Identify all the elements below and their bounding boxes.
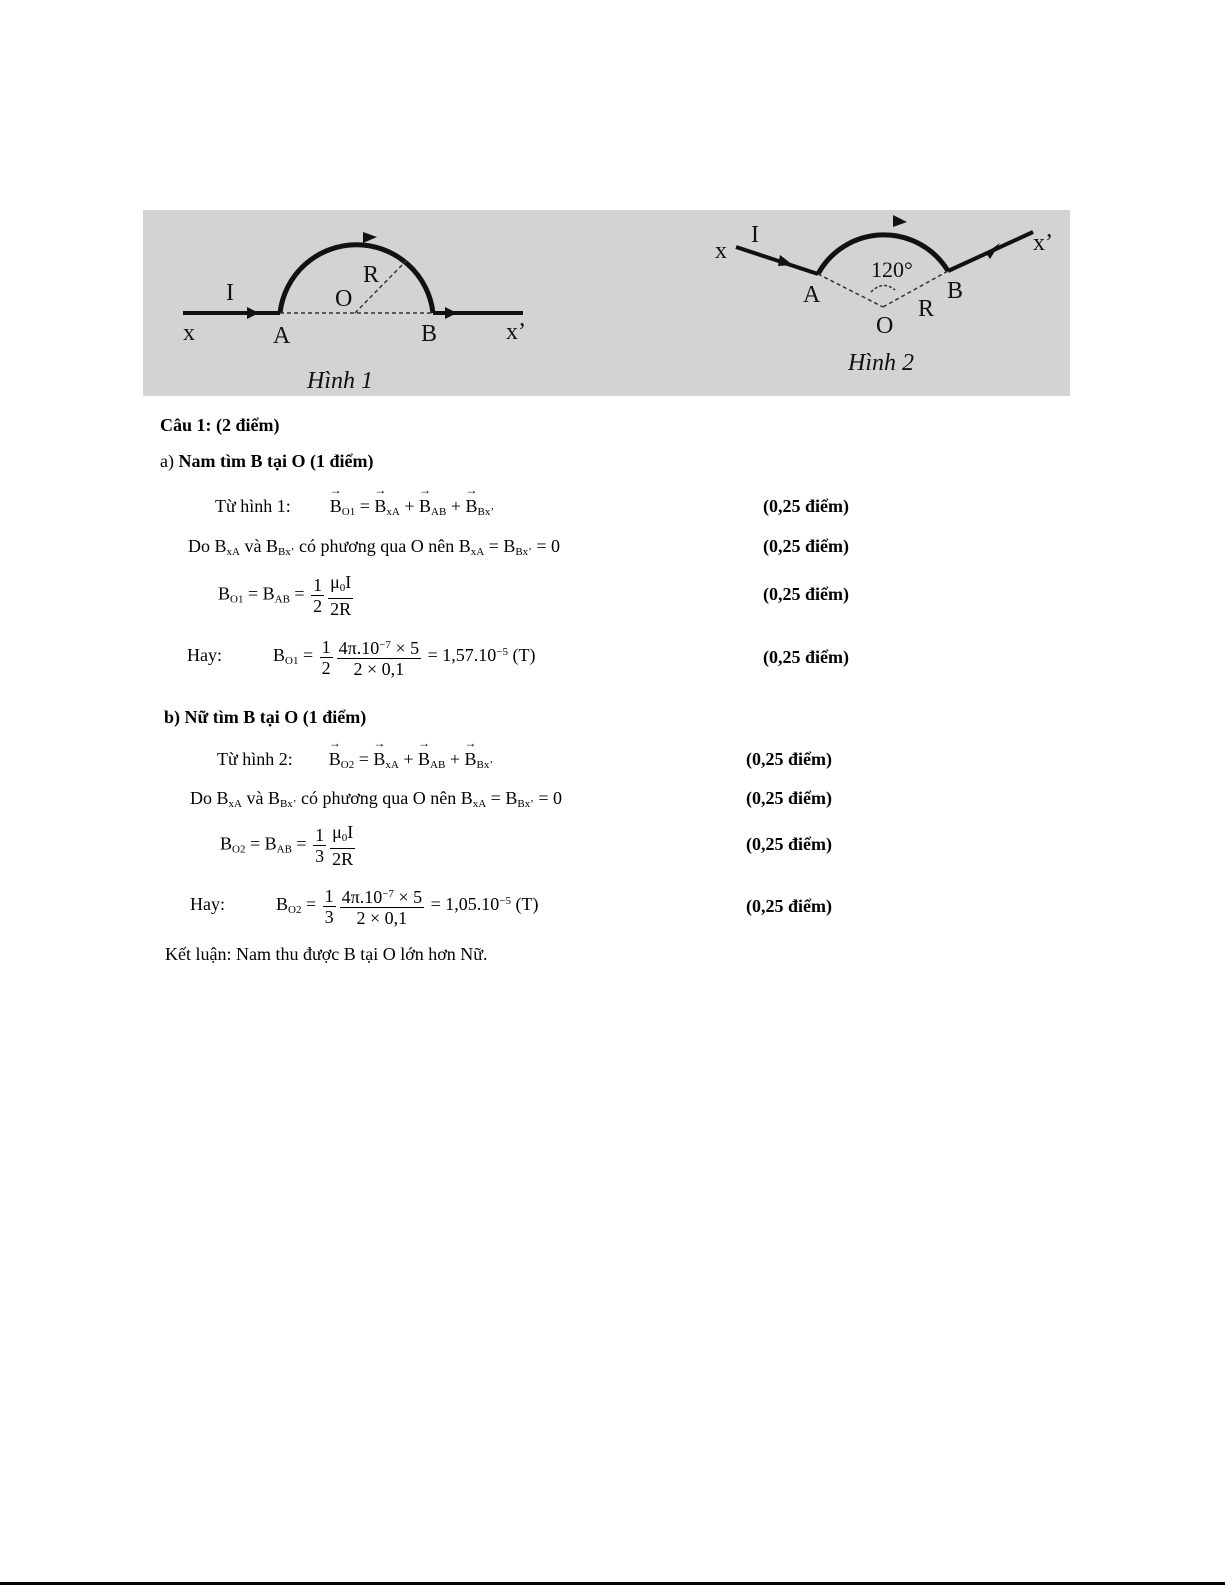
part-b-title: b) Nữ tìm B tại O (1 điểm) [164, 707, 367, 727]
part-b-points-4: (0,25 điểm) [746, 896, 832, 916]
fig2-current-label: I [751, 222, 759, 248]
part-a-points-2: (0,25 điểm) [763, 536, 849, 556]
fig1-a-label: A [273, 323, 291, 349]
problem-figure [143, 210, 1070, 396]
part-b-step-3: $B_{O2} = B_{AB}$ = $\frac{1}{3}$ $\frac{\mu_0I}{2R}$ [220, 822, 354, 869]
fig1-xprime-label: x’ [506, 319, 526, 345]
fig1-r-label: R [363, 262, 380, 288]
figure-1-diagram [183, 232, 526, 394]
conclusion: Kết luận: Nam thu được B tại O lớn hơn Nữ. [165, 944, 488, 964]
part-b-step-1: Từ hình 2: → $B_{O2}$ = → $B_{xA}$ + → $B_{AB}$ + → $B_{Bx’}$ [217, 749, 493, 771]
fig1-o-label: O [335, 286, 353, 312]
circuit-diagrams [143, 210, 1070, 396]
fig2-o-label: O [876, 313, 894, 339]
part-b-points-1: (0,25 điểm) [746, 749, 832, 769]
fig1-x-label: x [183, 320, 195, 346]
part-b-points-2: (0,25 điểm) [746, 788, 832, 808]
question-heading: Câu 1: (2 điểm) [160, 415, 280, 435]
part-b-points-3: (0,25 điểm) [746, 834, 832, 854]
part-a-title: a) Nam tìm B tại O (1 điểm) [160, 451, 374, 471]
part-b-step-2: Do $B_{xA}$ và $B_{Bx’}$ có phương qua O nên $B_{xA} = B_{Bx’} = 0$ [190, 788, 562, 810]
fig2-xprime-label: x’ [1033, 230, 1053, 256]
fig2-r-label: R [918, 296, 935, 322]
part-a-step-4: Hay: $B_{O1}$ = $\frac{1}{2}$ $\frac{4\pi.10^{-7} \times 5}{2 \times 0,1}$ = $1,57.10^{-5}$ (T) [187, 636, 536, 679]
fig1-caption: Hình 1 [307, 368, 373, 394]
fig2-b-label: B [947, 278, 964, 304]
fig2-caption: Hình 2 [848, 350, 914, 376]
part-b-step-4: Hay: $B_{O2}$ = $\frac{1}{3}$ $\frac{4\pi.10^{-7} \times 5}{2 \times 0,1}$ = $1,05.10^{-5}$ (T) [190, 885, 539, 928]
part-a-points-3: (0,25 điểm) [763, 584, 849, 604]
part-a-points-1: (0,25 điểm) [763, 496, 849, 516]
part-a-points-4: (0,25 điểm) [763, 647, 849, 667]
fig1-b-label: B [421, 321, 438, 347]
fig2-angle-label: 120° [871, 257, 913, 282]
fig1-current-label: I [226, 280, 234, 306]
part-a-step-2: Do $B_{xA}$ và $B_{Bx’}$ có phương qua O nên $B_{xA} = B_{Bx’} = 0$ [188, 536, 560, 558]
figure-2-diagram [715, 215, 1053, 376]
fig2-a-label: A [803, 282, 821, 308]
part-a-step-1: Từ hình 1: → $B_{O1}$ = → $B_{xA}$ + → $B_{AB}$ + → $B_{Bx’}$ [215, 496, 494, 518]
fig2-x-label: x [715, 238, 727, 264]
part-a-step-3: $B_{O1} = B_{AB}$ = $\frac{1}{2}$ $\frac{\mu_0I}{2R}$ [218, 572, 352, 619]
